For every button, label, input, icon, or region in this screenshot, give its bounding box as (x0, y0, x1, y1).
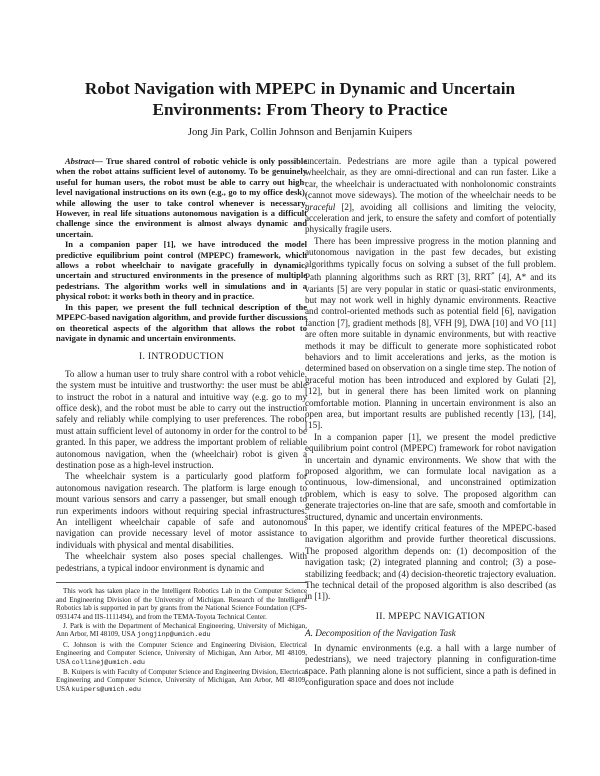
abstract-paragraph-2: In a companion paper [1], we have introduced the model predictive equilibrium point control (MPEPC) framework, which allows a robot wheelchair to navigate gracefully in dynamic, uncertain and structured environments in the presence of multiple pedestrians. The algorithm works well in simulations and in a physical robot: it works both in theory and in practice. (56, 239, 307, 302)
section-heading-introduction: I. INTRODUCTION (139, 351, 224, 363)
email-link-kuipers[interactable]: kuipers@umich.edu (71, 686, 141, 695)
paper-title: Robot Navigation with MPEPC in Dynamic and Uncertain Environments: From Theory to Practice (84, 79, 516, 119)
intro-paragraph-3: The wheelchair system also poses special challenges. With pedestrians, a typical indoor environment is dynamic and (56, 551, 307, 573)
introduction-body (56, 369, 307, 574)
right-paragraph-4: In this paper, we identify critical features of the MPEPC-based navigation algorithm and provide further theoretical discussions. The proposed algorithm depends on: (1) decomposition of the navigation task; (2) integrated planning and control; (3) a pose-stabilizing feedback; and (4) decision-theoretic trajectory evaluation. The technical detail of the proposed algorithm is also described (as in [1]). (305, 523, 556, 602)
footnote-johnson: C. Johnson is with the Computer Science and Engineering Division, Electrical Engineering and Computer Science, University of Michigan, Ann Arbor, MI 48109, USA collinej@umich.edu (56, 640, 307, 667)
right-column (305, 156, 556, 688)
subsection-heading-decomposition: A. Decomposition of the Navigation Task (305, 628, 456, 639)
right-paragraph-2: There has been impressive progress in the motion planning and autonomous navigation in the past few decades, but existing algorithms typically focus on solving a subset of the full problem. Path planning algorithms such as RRT [3], RRT* [4], A* and its variants [5] are very popular in static or quasi-static environments, but may not work well in highly dynamic environments. Reactive and control-oriented methods such as potential field [6], navigation fanction [7], gradient methods [8], VFH [9], DWA [10] and VO [11] are often more suitable in dynamic environments, but with reactive methods it may be difficult to generate more sophisticated robot behaviors and to limit accelerations and jerks, as the motion is determined based on observation on a single time step. The notion of graceful motion has been introduced and explored by Gulati [2], [12], but in general there has been limited work on planning comfortable motion. Planning in uncertain environment is also an open area, but important results are published recently [13], [14], [15]. (305, 235, 556, 431)
author-list: Jong Jin Park, Collin Johnson and Benjamin Kuipers (187, 127, 413, 138)
right-paragraph-5: In dynamic environments (e.g. a hall with a large number of pedestrians), we need trajectory planning in configuration-time space. Path planning alone is not sufficient, since a path is defined in configuration space and does not include (305, 642, 556, 687)
abstract-label: Abstract (65, 156, 95, 166)
intro-paragraph-1: To allow a human user to truly share control with a robot vehicle, the system must be intuitive and trustworthy: the user must be able to instruct the robot in a natural and intuitive way (e.g. go to my office desk), and the robot must be able to carry out the instruction safely and reliably while complying to user preferences. The robot must attain sufficient level of autonomy in order for the control to be granted. In this paper, we address the important problem of reliable autonomous navigation, when the (wheelchair) robot is given a destination pose as a high-level instruction. (56, 368, 307, 470)
intro-paragraph-2: The wheelchair system is a particularly good platform for autonomous navigation research. The platform is large enough to mount various sensors and carry a passenger, but small enough to run experiments indoors without requiring special infrastructures. An intelligent wheelchair capable of safe and autonomous navigation can provide necessary level of motor assistance to individuals with physical and mental disabilities. (56, 471, 307, 550)
abstract-paragraph-3: In this paper, we present the full technical description of the MPEPC-based navigation algorithm, and provide further discussions on theoretical aspects of the algorithm that allows the robot to navigate in dynamic and uncertain environments. (56, 301, 307, 343)
left-column (56, 156, 307, 574)
section-heading-mpepc-navigation: II. MPEPC NAVIGATION (375, 610, 486, 622)
right-paragraph-3: In a companion paper [1], we present the model predictive equilibrium point control (MPEPC) framework for robot navigation in uncertain and dynamic environments. We show that with the proposed algorithm, we can formulate local navigation as a continuous, low-dimensional, and unconstrained optimization problem, which is easy to solve. The proposed algorithm can generate trajectories on-line that are safe, smooth and comfortable in structured, dynamic and uncertain environments. (305, 431, 556, 522)
abstract-paragraph-1 (56, 156, 307, 239)
email-link-johnson[interactable]: collinej@umich.edu (71, 658, 146, 667)
emphasis-graceful: graceful (305, 201, 336, 212)
right-paragraph-1: uncertain. Pedestrians are more agile than a typical powered wheelchair, as they are omni-directional and can run faster. Like a car, the wheelchair is underactuated with nonholonomic constraints (cannot move sideways). The motion of the wheelchair needs to be graceful [2], avoiding all collisions and limiting the velocity, acceleration and jerk, to ensure the safety and comfort of potentially physically fragile users. (305, 156, 556, 235)
footnotes (56, 582, 307, 695)
footnote-park: J. Park is with the Department of Mechanical Engineering, University of Michigan, Ann Arbor, MI 48109, USA jongjinp@umich.edu (56, 621, 307, 640)
email-link-park[interactable]: jongjinp@umich.edu (137, 631, 211, 640)
abstract-text-1: — True shared control of robotic vehicle is only possible when the robot attains sufficient level of autonomy. To be genuinely useful for human users, the robot must be able to carry out high-level navigational instructions on its own (e.g., go to my office desk), while allowing the user to take control whenever is necessary. However, in real life situations autonomous navigation is a difficult challenge since the environment is almost always dynamic and uncertain. (56, 156, 307, 239)
footnote-funding: This work has taken place in the Intelligent Robotics Lab in the Computer Science and Engineering Division of the University of Michigan. Research of the Intelligent Robotics lab is supported in part by grants from the National Science Foundation (CPS-0931474 and IIS-1111494), and from the TEMA-Toyota Technical Center. (56, 587, 307, 621)
footnote-kuipers: B. Kuipers is with Faculty of Computer Science and Engineering Division, Electrical Engineering and Computer Science, University of Michigan, Ann Arbor, MI 48109, USA kuipers@umich.edu (56, 667, 307, 695)
